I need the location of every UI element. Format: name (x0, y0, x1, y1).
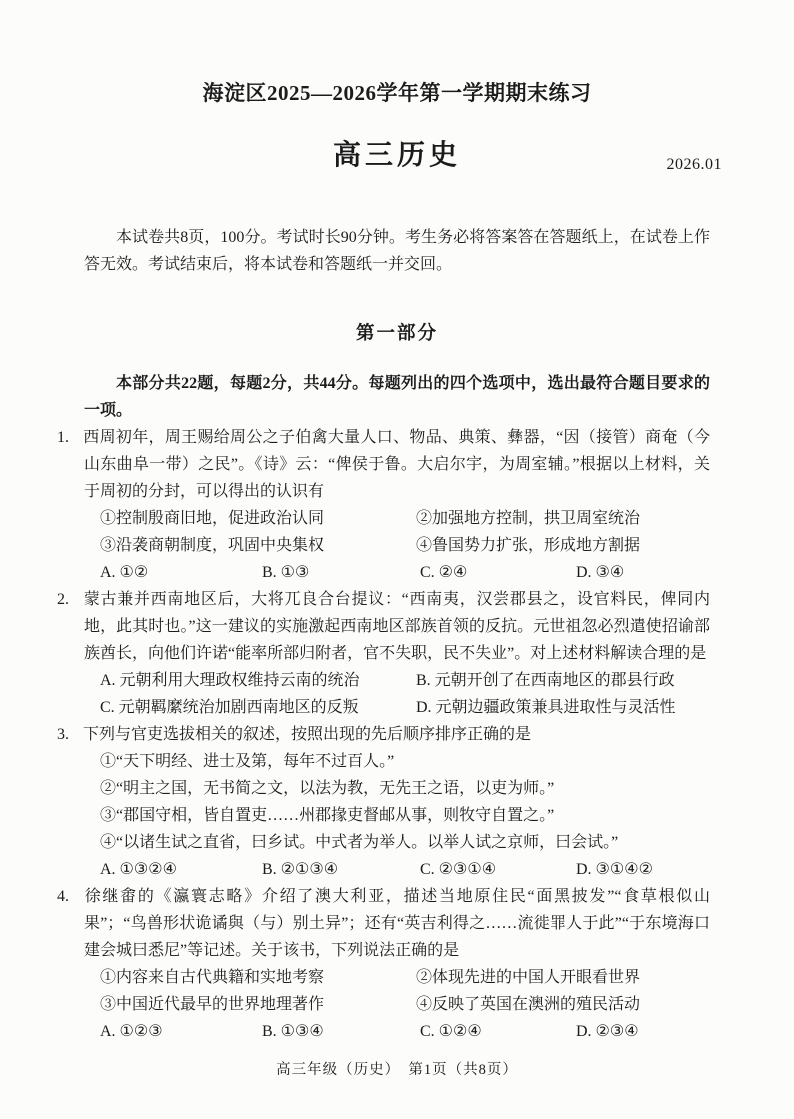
question-1-number: 1. (57, 429, 69, 446)
question-4-choice-d: D. ②③④ (576, 1023, 639, 1040)
question-3-item-4: ④“以诸生试之直省，曰乡试。中式者为举人。以举人试之京师，曰会试。” (100, 834, 619, 851)
question-4-item-3: ③中国近代最早的世界地理著作 (100, 996, 325, 1013)
question-4-choice-a: A. ①②③ (100, 1023, 163, 1040)
question-4-item-4: ④反映了英国在澳洲的殖民活动 (416, 996, 641, 1013)
question-2-choice-c: C. 元朝羁縻统治加剧西南地区的反叛 (100, 699, 359, 716)
question-4-item-2: ②体现先进的中国人开眼看世界 (416, 969, 641, 986)
question-1-item-4: ④鲁国势力扩张，形成地方割据 (416, 537, 641, 554)
question-4-choice-b: B. ①③④ (262, 1023, 324, 1040)
question-1-item-2: ②加强地方控制，拱卫周室统治 (416, 510, 641, 527)
question-3-item-3: ③“郡国守相，皆自置吏……州郡掾吏督邮从事，则牧守自置之。” (100, 807, 555, 824)
question-3-item-2: ②“明主之国，无书简之文，以法为教，无先王之语，以吏为师。” (100, 780, 555, 797)
question-3 (57, 721, 710, 883)
question-1-item-1: ①控制殷商旧地，促进政治认同 (100, 510, 325, 527)
question-2-text: 蒙古兼并西南地区后，大将兀良合台提议：“西南夷，汉尝郡县之，设官料民，俾同内地，此其时也。”这一建议的实施激起西南地区部族首领的反抗。元世祖忽必烈遣使招谕部族酋长，向他们许诺“能率所部归附者，官不失职，民不失业”。对上述材料解读合理的是 (83, 591, 710, 662)
question-4-choices (84, 1018, 710, 1045)
subject-title: 高三历史 (332, 140, 461, 171)
question-2-number: 2. (57, 591, 69, 608)
question-3-number: 3. (57, 726, 69, 743)
question-4-text: 徐继畬的《瀛寰志略》介绍了澳大利亚，描述当地原住民“面黑披发”“食草根似山果”；“鸟兽形状诡谲與（与）别土异”；还有“英吉利得之……流徙罪人于此”“于东境海口建会城曰悉尼”等记述。关于该书，下列说法正确的是 (83, 888, 710, 959)
question-3-choices (84, 856, 710, 883)
question-3-choice-d: D. ③①④② (576, 861, 653, 878)
question-2-choice-b: B. 元朝开创了在西南地区的郡县行政 (416, 672, 675, 689)
question-3-choice-c: C. ②③①④ (420, 861, 497, 878)
question-1-choices (84, 559, 710, 586)
question-1-item-3: ③沿袭商朝制度，巩固中央集权 (100, 537, 325, 554)
part-one-title: 第一部分 (355, 324, 438, 344)
question-1-items (84, 505, 710, 559)
page-footer: 高三年级（历史） 第1页（共8页） (276, 1062, 518, 1078)
question-4-items (84, 964, 710, 1018)
question-4-stem (57, 883, 710, 964)
question-2-choice-d: D. 元朝边疆政策兼具进取性与灵活性 (416, 699, 676, 716)
question-3-item-1: ①“天下明经、进士及第，每年不过百人。” (100, 753, 395, 770)
question-1 (57, 424, 710, 586)
question-1-choice-a: A. ①② (100, 564, 149, 581)
question-4-number: 4. (57, 888, 69, 905)
question-1-stem (57, 424, 710, 505)
question-3-choice-b: B. ②①③④ (262, 861, 339, 878)
exam-notice: 本试卷共8页，100分。考试时长90分钟。考生务必将答案答在答题纸上，在试卷上作答无效。考试结束后，将本试卷和答题纸一并交回。 (84, 229, 710, 273)
question-3-choice-a: A. ①③②④ (100, 861, 177, 878)
question-3-items (84, 748, 710, 856)
question-2-choices (84, 667, 710, 721)
question-1-choice-d: D. ③④ (576, 564, 625, 581)
question-4-item-1: ①内容来自古代典籍和实地考察 (100, 969, 325, 986)
exam-date: 2026.01 (666, 156, 722, 173)
question-2 (57, 586, 710, 721)
question-3-stem (57, 721, 710, 748)
question-4 (57, 883, 710, 1045)
question-2-choice-a: A. 元朝利用大理政权维持云南的统治 (100, 672, 360, 689)
question-1-choice-c: C. ②④ (420, 564, 468, 581)
question-4-choice-c: C. ①②④ (420, 1023, 482, 1040)
question-1-choice-b: B. ①③ (262, 564, 310, 581)
question-3-text: 下列与官吏选拔相关的叙述，按照出现的先后顺序排序正确的是 (83, 726, 532, 743)
question-1-text: 西周初年，周王赐给周公之子伯禽大量人口、物品、典策、彝器，“因（接管）商奄（今山东曲阜一带）之民”。《诗》云：“俾侯于鲁。大启尔宇，为周室辅。”根据以上材料，关于周初的分封，可以得出的认识有 (83, 429, 710, 500)
subject-row (84, 136, 722, 176)
question-2-stem (57, 586, 710, 667)
part-one-instruction: 本部分共22题，每题2分，共44分。每题列出的四个选项中，选出最符合题目要求的一项。 (84, 375, 710, 419)
exam-title: 海淀区2025—2026学年第一学期期末练习 (202, 81, 592, 105)
